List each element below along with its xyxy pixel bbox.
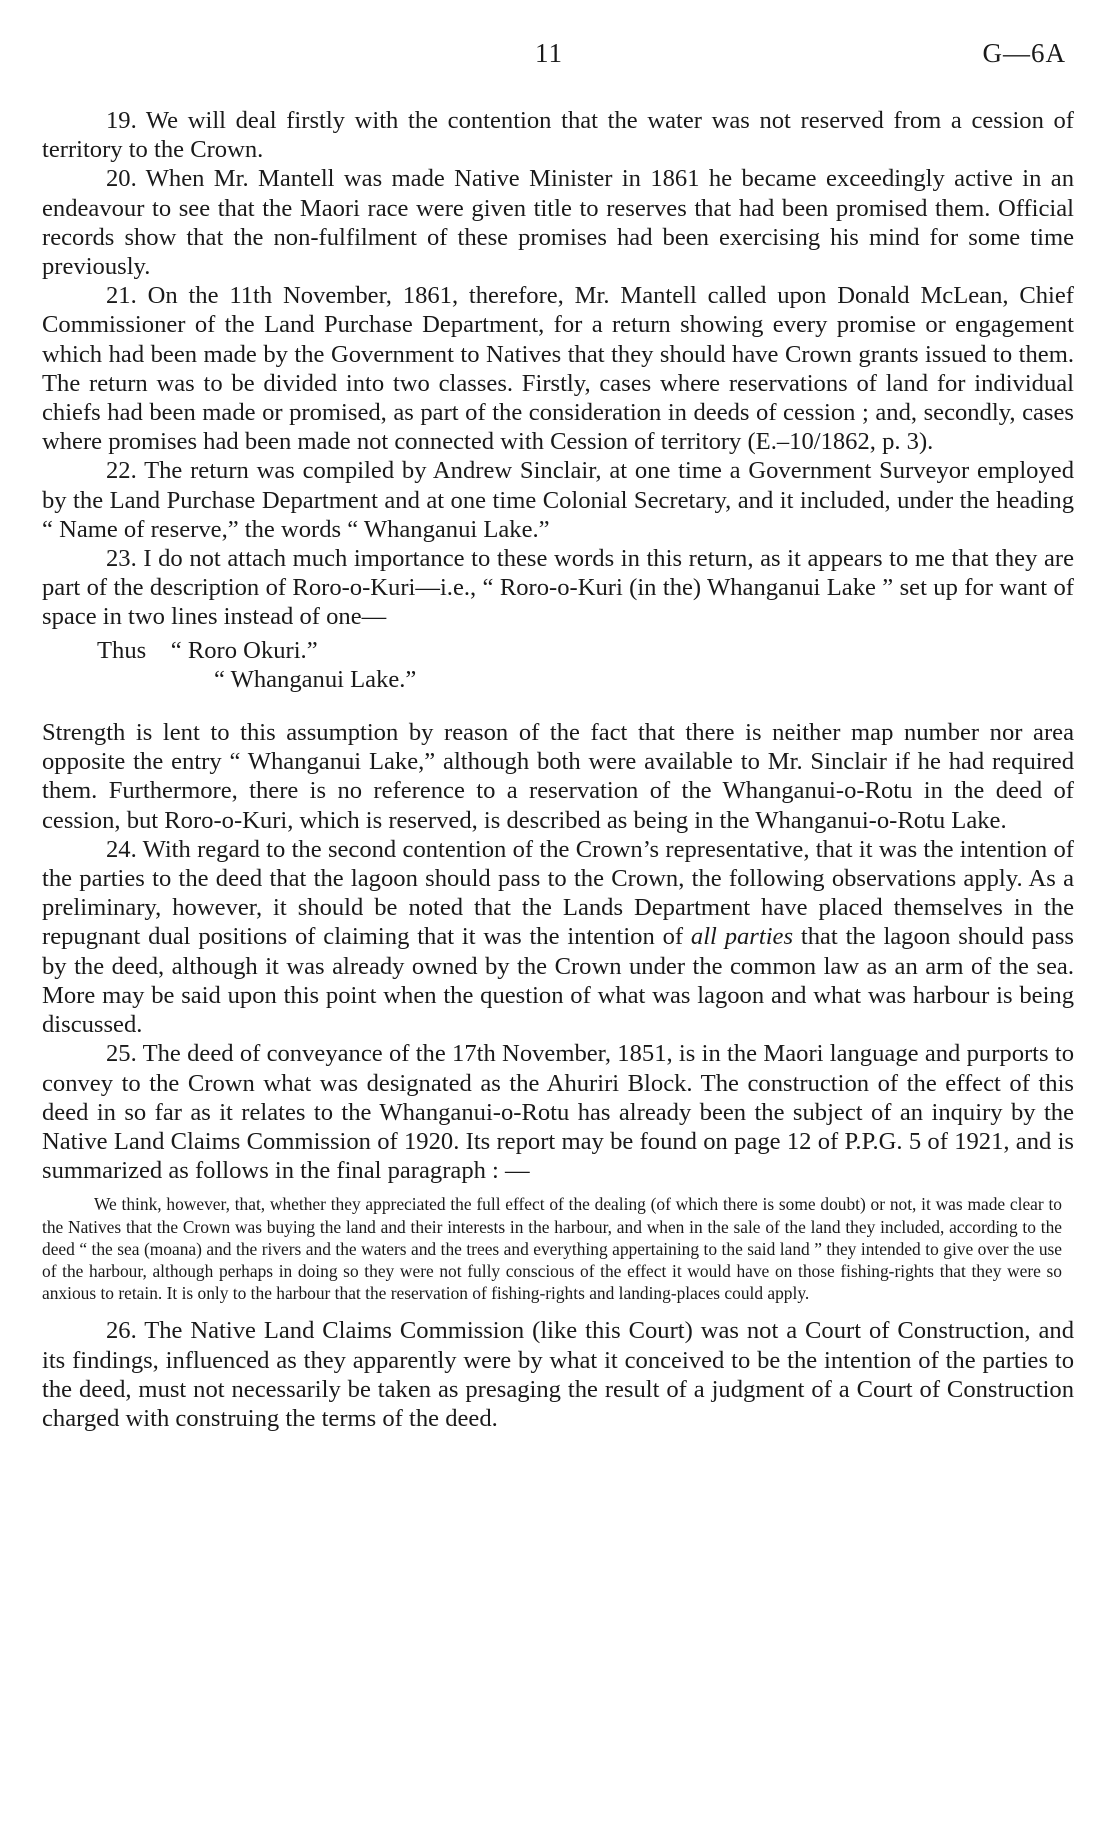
- page-body: [42, 106, 1074, 1433]
- paragraph-24: [42, 835, 1074, 1039]
- paragraph-23: 23. I do not attach much importance to these words in this return, as it appears to me that they are part of the description of Roro-o-Kuri—i.e., “ Roro-o-Kuri (in the) Whanganui Lake ” set up for want of space in two lines instead of one—: [42, 545, 1074, 631]
- paragraph-19: 19. We will deal firstly with the contention that the water was not reserved from a cession of territory to the Crown.: [42, 107, 1074, 164]
- document-reference: G—6A: [982, 38, 1066, 68]
- page-header: [0, 38, 1114, 78]
- inline-quote: [42, 636, 1074, 694]
- quote-line-1: Thus “ Roro Okuri.”: [97, 636, 318, 664]
- commission-quote: We think, however, that, whether they appreciated the full effect of the dealing (of which there is some doubt) or not, it was made clear to the Natives that the Crown was buying the land and their interests in the harbour, and when in the sale of the land they included, according to the deed “ the sea (moana) and the rivers and the waters and the trees and everything appertaining to the said land ” they intended to give over the use of the harbour, although perhaps in doing so they were not fully conscious of the effect it would have on those fishing-rights that they were so anxious to retain. It is only to the harbour that the reservation of fishing-rights and landing-places could apply.: [42, 1194, 1062, 1304]
- page-number: 11: [535, 38, 563, 68]
- paragraph-23-continued: Strength is lent to this assumption by reason of the fact that there is neither map number nor area opposite the entry “ Whanganui Lake,” although both were available to Mr. Sinclair if he had required them. Furthermore, there is no reference to a reservation of the Whanganui-o-Rotu in the deed of cession, but Roro-o-Kuri, which is reserved, is described as being in the Whanganui-o-Rotu Lake.: [42, 719, 1074, 834]
- paragraph-21: 21. On the 11th November, 1861, therefore, Mr. Mantell called upon Donald McLean, Chief Commissioner of the Land Purchase Department, for a return showing every promise or engagement which had been made by the Government to Natives that they should have Crown grants issued to them. The return was to be divided into two classes. Firstly, cases where reservations of land for individual chiefs had been made or promised, as part of the consideration in deeds of cession ; and, secondly, cases where promises had been made not connected with Cession of territory (E.–10/1862, p. 3).: [42, 282, 1074, 456]
- paragraph-24-text-a: 24. With regard to the second contention of the Crown’s representative, that it was the intention of the parties to the deed that the lagoon should pass to the Crown, the following observations apply. As a preliminary, however, it should be noted that the Lands Department have placed themselves in the repugnant dual positions of claiming that it was the intention of: [42, 835, 1074, 951]
- paragraph-26: 26. The Native Land Claims Commission (like this Court) was not a Court of Construction, and its findings, influenced as they apparently were by what it conceived to be the intention of the parties to the deed, must not necessarily be taken as presaging the result of a judgment of a Court of Construction charged with construing the terms of the deed.: [42, 1317, 1074, 1432]
- paragraph-24-text-b: that the lagoon should pass by the deed, although it was already owned by the Crown under the common law as an arm of the sea. More may be said upon this point when the question of what was lagoon and what was harbour is being discussed.: [42, 923, 1074, 1039]
- paragraph-25: 25. The deed of conveyance of the 17th November, 1851, is in the Maori language and purports to convey to the Crown what was designated as the Ahuriri Block. The construction of the effect of this deed in so far as it relates to the Whanganui-o-Rotu has already been the subject of an inquiry by the Native Land Claims Commission of 1920. Its report may be found on page 12 of P.P.G. 5 of 1921, and is summarized as follows in the final paragraph : —: [42, 1040, 1074, 1185]
- paragraph-24-emphasis: all parties: [690, 923, 794, 951]
- paragraph-22: 22. The return was compiled by Andrew Sinclair, at one time a Government Surveyor employed by the Land Purchase Department and at one time Colonial Secretary, and it included, under the heading “ Name of reserve,” the words “ Whanganui Lake.”: [42, 457, 1074, 543]
- quote-line-2: “ Whanganui Lake.”: [214, 665, 417, 693]
- paragraph-20: 20. When Mr. Mantell was made Native Minister in 1861 he became exceedingly active in an endeavour to see that the Maori race were given title to reserves that had been promised them. Official records show that the non-fulfilment of these promises had been exercising his mind for some time previously.: [42, 165, 1074, 281]
